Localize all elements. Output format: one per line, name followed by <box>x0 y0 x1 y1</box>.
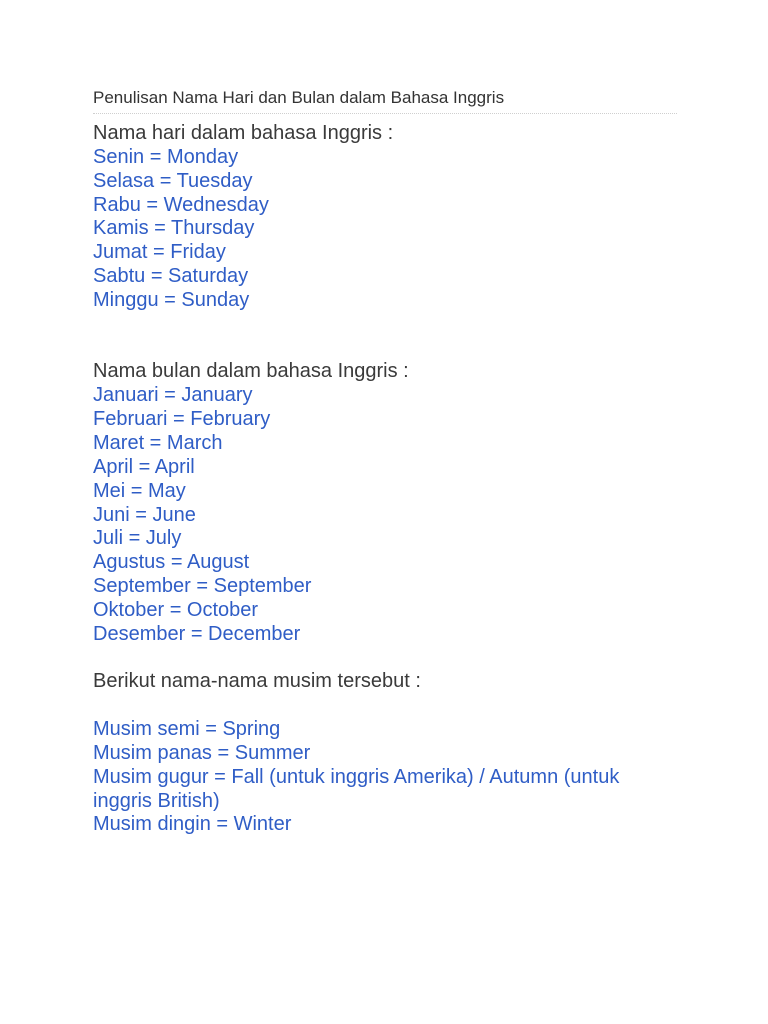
list-item: Desember = December <box>93 622 301 645</box>
list-item: September = September <box>93 575 312 598</box>
list-item: Kamis = Thursday <box>93 217 255 240</box>
days-heading: Nama hari dalam bahasa Inggris : <box>93 122 394 144</box>
document-body <box>93 122 683 837</box>
months-list <box>93 384 683 646</box>
list-item: Minggu = Sunday <box>93 288 250 311</box>
list-item: Senin = Monday <box>93 145 239 168</box>
list-item: Oktober = October <box>93 598 259 621</box>
list-item: Musim dingin = Winter <box>93 813 292 836</box>
list-item: Maret = March <box>93 431 223 454</box>
list-item: April = April <box>93 455 195 478</box>
list-item: Musim gugur = Fall (untuk inggris Amerika) / Autumn (untuk inggris British) <box>93 765 620 812</box>
list-item: Selasa = Tuesday <box>93 169 253 192</box>
page-title: Penulisan Nama Hari dan Bulan dalam Bahasa Inggris <box>93 88 505 107</box>
list-item: Juli = July <box>93 527 182 550</box>
list-item: Sabtu = Saturday <box>93 265 249 288</box>
section-spacer <box>93 313 683 361</box>
list-item: Februari = February <box>93 408 271 431</box>
list-item: Musim panas = Summer <box>93 741 311 764</box>
section-spacer <box>93 694 683 718</box>
section-spacer <box>93 647 683 671</box>
list-item: Jumat = Friday <box>93 241 226 264</box>
list-item: Rabu = Wednesday <box>93 193 269 216</box>
seasons-list <box>93 718 683 837</box>
days-list <box>93 146 683 313</box>
list-item: Agustus = August <box>93 551 250 574</box>
months-heading: Nama bulan dalam bahasa Inggris : <box>93 360 409 383</box>
title-divider <box>93 113 677 114</box>
seasons-heading: Berikut nama-nama musim tersebut : <box>93 670 421 693</box>
list-item: Musim semi = Spring <box>93 718 281 741</box>
list-item: Mei = May <box>93 479 186 502</box>
list-item: Januari = January <box>93 384 253 407</box>
list-item: Juni = June <box>93 503 196 526</box>
